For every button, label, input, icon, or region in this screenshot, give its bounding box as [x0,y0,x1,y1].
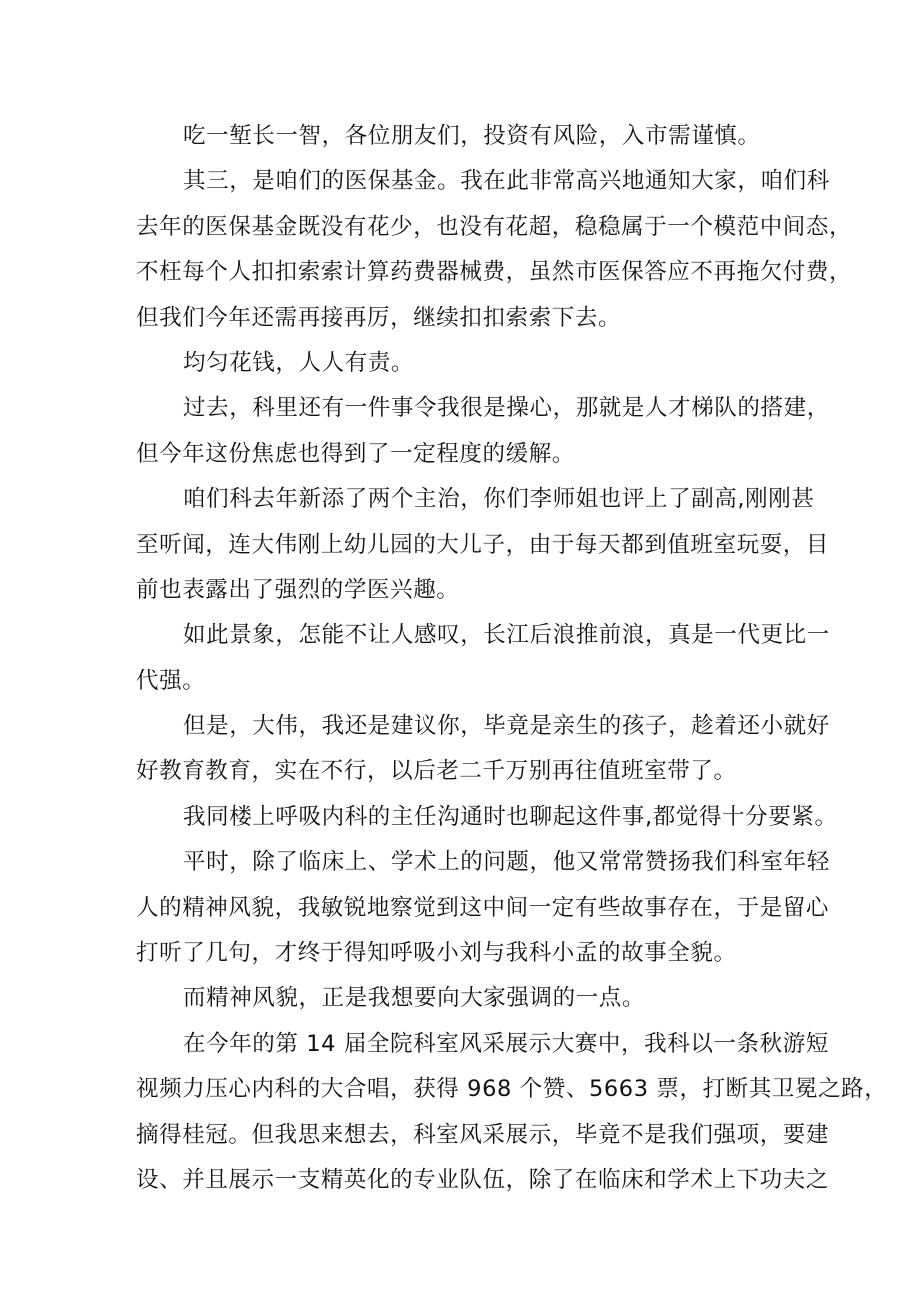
text-line: 均匀花钱，人人有责。 [183,349,415,376]
text-line: 但我们今年还需再接再厉，继续扣扣索索下去。 [136,304,622,331]
document-body [136,114,888,1203]
text-line: 平时，除了临床上、学术上的问题，他又常常赞扬我们科室年轻 [183,849,830,876]
text-line: 如此景象，怎能不让人感叹，长江后浪推前浪，真是一代更比一 [183,622,830,649]
text-line: 摘得桂冠。但我思来想去，科室风采展示，毕竟不是我们强项，要建 [136,1121,830,1148]
text-line: 视频力压心内科的大合唱，获得 968 个赞、5663 票，打断其卫冕之路， [136,1076,888,1103]
text-line: 但今年这份焦虑也得到了一定程度的缓解。 [136,440,575,467]
text-line: 好教育教育，实在不行，以后老二千万别再往值班室带了。 [136,758,737,785]
text-line: 在今年的第 14 届全院科室风采展示大赛中，我科以一条秋游短 [183,1030,829,1057]
text-line: 前也表露出了强烈的学医兴趣。 [136,576,460,603]
text-line: 去年的医保基金既没有花少，也没有花超，稳稳属于一个模范中间态， [136,213,853,240]
text-line: 不枉每个人扣扣索索计算药费器械费，虽然市医保答应不再拖欠付费， [136,259,853,286]
text-line: 我同楼上呼吸内科的主任沟通时也聊起这件事,都觉得十分要紧。 [183,803,838,830]
text-line: 人的精神风貌，我敏锐地察觉到这中间一定有些故事存在，于是留心 [136,894,830,921]
text-line: 设、并且展示一支精英化的专业队伍，除了在临床和学术上下功夫之 [136,1166,830,1193]
text-line: 其三，是咱们的医保基金。我在此非常高兴地通知大家，咱们科 [183,168,830,195]
text-line: 代强。 [136,667,206,694]
text-line: 但是，大伟，我还是建议你，毕竟是亲生的孩子，趁着还小就好 [183,713,830,740]
text-line: 至听闻，连大伟刚上幼儿园的大儿子，由于每天都到值班室玩耍，目 [136,531,830,558]
text-line: 吃一堑长一智，各位朋友们，投资有风险，入市需谨慎。 [183,123,761,149]
text-line: 咱们科去年新添了两个主治，你们李师姐也评上了副高,刚刚甚 [183,486,815,513]
text-line: 打听了几句，才终于得知呼吸小刘与我科小孟的故事全貌。 [136,940,737,967]
text-line: 过去，科里还有一件事令我很是操心，那就是人才梯队的搭建， [183,395,830,422]
text-line: 而精神风貌，正是我想要向大家强调的一点。 [183,985,646,1012]
